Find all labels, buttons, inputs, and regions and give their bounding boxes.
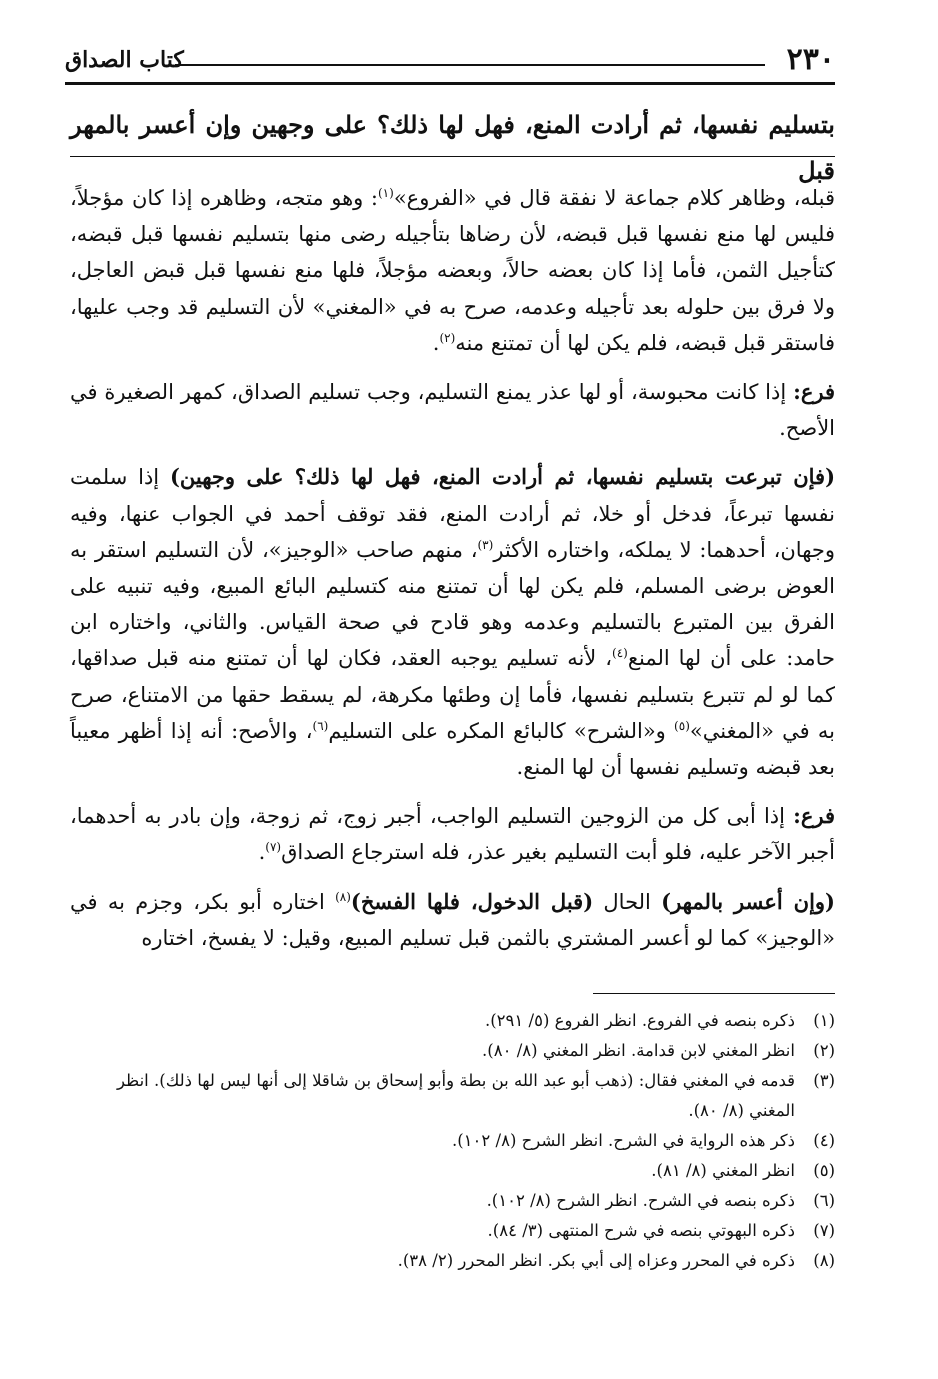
footnote-item	[70, 1216, 835, 1246]
matn-quote: (وإن أعسر بالمهر)	[661, 888, 835, 914]
footnote-text: ذكره بنصه في الفروع. انظر الفروع (٥/ ٢٩١).	[484, 1011, 795, 1030]
header-line	[175, 64, 765, 66]
text-run: ، منهم صاحب «الوجيز»، لأن التسليم استقر به العوض برضى المسلم، فلم يكن لها أن تمتنع منه كتسليم البائع المبيع، وفيه تنبيه على الفرق بين المتبرع بالتسليم وعدمه وهو قادح في صحة القياس. والثاني، واختاره ابن حامد: على أن لها المنع	[70, 537, 835, 671]
far-label: فرع:	[793, 803, 835, 829]
matn-quote: (قبل الدخول، فلها الفسخ)	[350, 888, 594, 914]
footnote-divider	[593, 993, 835, 994]
footnote-number: (٦)	[813, 1191, 835, 1210]
commentary-body	[70, 180, 835, 956]
paragraph-3	[70, 459, 835, 785]
footnote-ref-5[interactable]: (٥)	[674, 718, 690, 733]
text-run: إذا كانت محبوسة، أو لها عذر يمنع التسليم، وجب تسليم الصداق، كمهر الصغيرة في الأصح.	[70, 380, 835, 441]
text-run: ، لأنه تسليم يوجبه العقد، فكان لها أن تمتنع منه قبل صداقها، كما لو لم تتبرع بتسليم نفسها، فأما إن وطئها مكرهة، لم يسقط حقها من الامتناع، صرح به في «المغني»	[70, 646, 835, 743]
footnote-item	[70, 1126, 835, 1156]
text-run: : وهو متجه، وظاهره إذا كان مؤجلاً، فليس لها منع نفسها قبل قبضه، لأن رضاها بتأجيله رضى منها بتسليم نفسها قبل قبضه، كتأجيل الثمن، فأما إذا كان بعضه حالاً، وبعضه مؤجلاً، فلها منع نفسها قبل قبض العاجل، ولا فرق بين حلوله بعد تأجيله وعدمه، صرح به في «المغني» لأن التسليم قد وجب عليها، فاستقر قبل قبضه، فلم يكن لها أن تمتنع منه	[70, 186, 835, 355]
header-rule	[65, 82, 835, 85]
matn-text: بتسليم نفسها، ثم أرادت المنع، فهل لها ذلك؟ على وجهين وإن أعسر بالمهر قبل	[70, 110, 835, 185]
paragraph-2	[70, 374, 835, 446]
footnote-item	[70, 1186, 835, 1216]
footnote-text: ذكر هذه الرواية في الشرح. انظر الشرح (٨/ ١٠٢).	[451, 1131, 795, 1150]
footnote-ref-6[interactable]: (٦)	[312, 718, 329, 733]
paragraph-5	[70, 884, 835, 956]
text-run: ، والأصح: أنه إذا أظهر معيباً بعد قبضه وتسليم نفسها أن لها المنع.	[70, 718, 835, 780]
footnote-item	[70, 1036, 835, 1066]
footnote-number: (٢)	[813, 1041, 835, 1060]
paragraph-4	[70, 798, 835, 870]
footnote-ref-2[interactable]: (٢)	[439, 330, 456, 345]
footnote-item	[70, 1246, 835, 1276]
footnote-ref-7[interactable]: (٧)	[265, 840, 282, 855]
running-header	[65, 38, 835, 82]
footnote-item	[70, 1066, 835, 1126]
footnote-item	[70, 1006, 835, 1036]
footnote-text: ذكره في المحرر وعزاه إلى أبي بكر. انظر المحرر (٢/ ٣٨).	[397, 1251, 795, 1270]
text-run: الحال	[593, 889, 662, 914]
text-run: قبله، وظاهر كلام جماعة لا نفقة قال في «الفروع»	[393, 186, 835, 210]
matn-quote: (فإن تبرعت بتسليم نفسها، ثم أرادت المنع، فهل لها ذلك؟ على وجهين)	[169, 464, 836, 490]
footnote-number: (٥)	[813, 1161, 835, 1180]
footnote-number: (٨)	[813, 1251, 835, 1270]
footnote-text: قدمه في المغني فقال: (ذهب أبو عبد الله بن بطة وأبو إسحاق بن شاقلا إلى أنها ليس لها ذلك). انظر المغني (٨/ ٨٠).	[116, 1071, 795, 1120]
page-number: ٢٣٠	[786, 42, 835, 77]
footnote-ref-4[interactable]: (٤)	[612, 646, 628, 661]
footnote-ref-8[interactable]: (٨)	[335, 889, 351, 904]
text-run: .	[258, 840, 266, 865]
footnote-number: (٤)	[813, 1131, 835, 1150]
text-run: و«الشرح» كالبائع المكره على التسليم	[328, 718, 675, 743]
matn-divider	[70, 156, 835, 157]
footnote-number: (٧)	[813, 1221, 835, 1240]
far-label: فرع:	[793, 379, 835, 405]
footnote-number: (١)	[813, 1011, 835, 1030]
text-run: اختاره أبو بكر، وجزم به في «الوجيز» كما لو أعسر المشتري بالثمن قبل تسليم المبيع، وقيل: لا يفسخ، اختاره	[70, 889, 835, 950]
footnote-ref-1[interactable]: (١)	[377, 186, 394, 200]
footnotes	[70, 1006, 835, 1276]
footnote-item	[70, 1156, 835, 1186]
footnote-text: ذكره بنصه في الشرح. انظر الشرح (٨/ ١٠٢).	[486, 1191, 795, 1210]
footnote-ref-3[interactable]: (٣)	[477, 537, 494, 552]
text-run: إذا سلمت نفسها تبرعاً، فدخل أو خلا، ثم أرادت المنع، فقد توقف أحمد في الجواب عنها، وفيه وجهان، أحدهما: لا يملكه، واختاره الأكثر	[70, 465, 836, 562]
text-run: .	[432, 330, 440, 355]
paragraph-1	[70, 180, 835, 361]
footnote-text: انظر المغني (٨/ ٨١).	[651, 1161, 795, 1180]
footnote-text: انظر المغني لابن قدامة. انظر المغني (٨/ ٨٠).	[482, 1041, 795, 1060]
footnote-text: ذكره البهوتي بنصه في شرح المنتهى (٣/ ٨٤).	[487, 1221, 795, 1240]
footnote-number: (٣)	[813, 1071, 835, 1090]
text-run: إذا أبى كل من الزوجين التسليم الواجب، أجبر زوج، ثم زوجة، وإن بادر به أحدهما، أجبر الآخر عليه، فلو أبت التسليم بغير عذر، فله استرجاع الصداق	[70, 804, 835, 865]
book-title: كتاب الصداق	[65, 47, 184, 73]
